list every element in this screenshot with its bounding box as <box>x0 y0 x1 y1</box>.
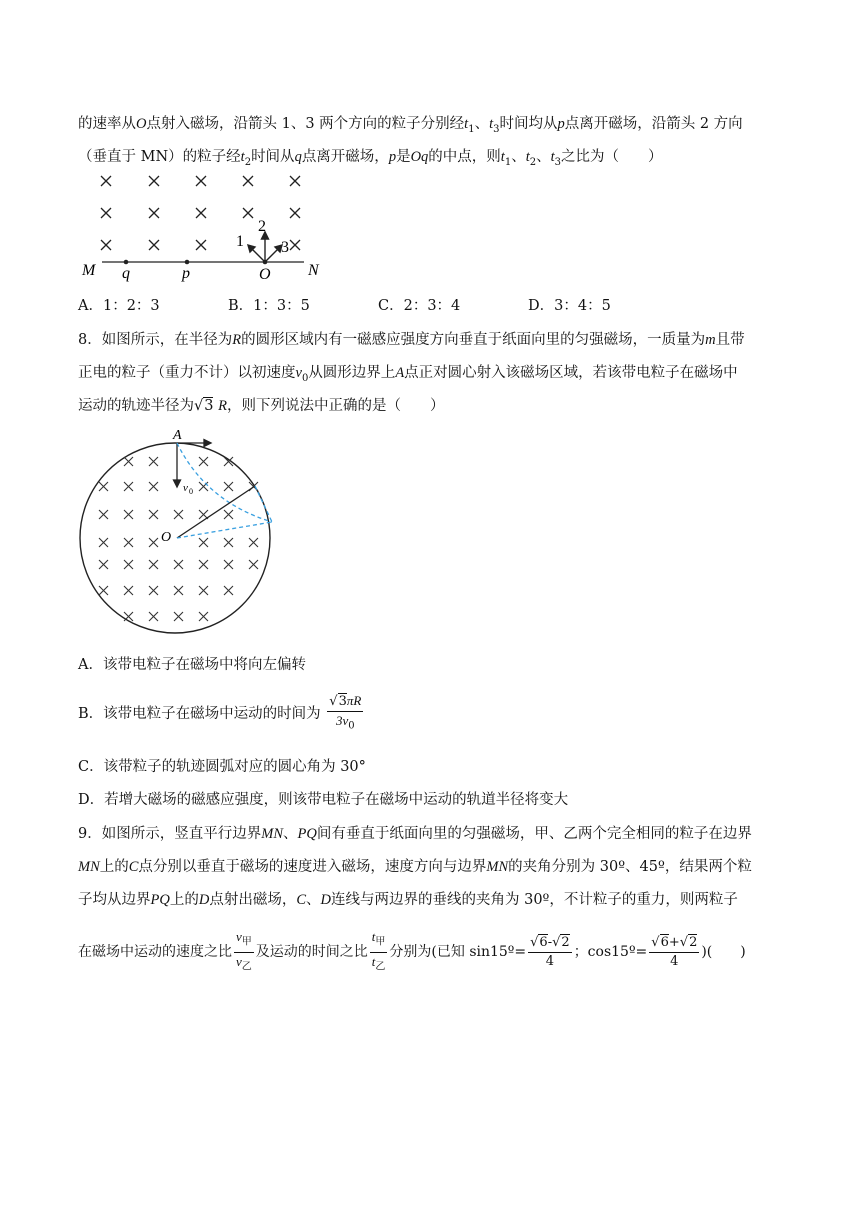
text: 、 <box>536 149 551 165</box>
q7-option-D: D．3：4：5 <box>528 298 611 314</box>
var-PQ: PQ <box>297 826 317 842</box>
q7-option-A: A．1：2：3 <box>78 298 160 314</box>
var-p: p <box>557 116 565 132</box>
var-D: D <box>198 892 210 908</box>
text: 的圆形区域内有一磁感应强度方向垂直于纸面向里的匀强磁场，一质量为 <box>241 332 706 348</box>
var-MN: MN <box>486 859 509 875</box>
field-cross-marks <box>101 176 300 250</box>
var-t3: t <box>489 116 494 132</box>
q8-option-D: D．若增大磁场的磁感应强度，则该带电粒子在磁场中运动的轨道半径将变大 <box>78 792 569 808</box>
text: ；cos15º= <box>573 944 648 961</box>
var-t1: t <box>464 116 469 132</box>
text: （垂直于 MN）的粒子经 <box>78 149 241 165</box>
var-R: R <box>232 332 242 348</box>
fraction-sin15: $\frac{√6-√2}{4}$ <box>530 934 570 969</box>
q7-line-2 <box>78 145 663 168</box>
text: 分别为(已知 sin15º= <box>389 944 527 961</box>
var-t3: t <box>550 149 555 165</box>
text: 点正对圆心射入该磁场区域，若该带电粒子在磁场中 <box>404 365 738 381</box>
sqrt-radicand: 3 <box>204 398 214 414</box>
subscript: 0 <box>348 720 355 732</box>
var-O: O <box>136 116 147 132</box>
q9-line-2 <box>78 855 752 876</box>
text: 在磁场中运动的速度之比 <box>78 944 232 961</box>
text: 、 <box>282 826 298 842</box>
q8-line-2 <box>78 361 738 384</box>
dashed-line-to-exit <box>177 522 272 538</box>
field-boundary-circle <box>80 443 270 633</box>
sqrt-symbol: √ <box>194 398 204 414</box>
subscript: 1 <box>468 123 475 135</box>
denominator: 4 <box>545 953 555 969</box>
label-p: p <box>182 265 190 282</box>
text: 连线与两边界的垂线的夹角为 30º，不计粒子的重力，则两粒子 <box>330 892 738 908</box>
label-A: A <box>173 428 182 443</box>
subscript: 2 <box>529 156 537 168</box>
sqrt-radicand: 6 <box>660 934 669 950</box>
sqrt-radicand: 6 <box>539 934 548 950</box>
q7-magnetic-field-figure <box>78 168 338 284</box>
fraction-cos15: $\frac{√6+√2}{4}$ <box>651 934 698 969</box>
subscript: 3 <box>493 123 500 135</box>
text: 是 <box>396 149 411 165</box>
text: 9．如图所示，竖直平行边界 <box>78 826 262 842</box>
text: 时间均从 <box>499 116 558 132</box>
point-p <box>185 260 190 265</box>
text: 上的 <box>99 859 129 875</box>
text: 正电的粒子（重力不计）以初速度 <box>78 365 296 381</box>
label-M: M <box>82 262 96 279</box>
var-v: v <box>236 929 242 944</box>
var-PQ: PQ <box>150 892 170 908</box>
fraction-velocity-ratio <box>234 928 254 976</box>
text: 点离开磁场，沿箭头 2 方向 <box>564 116 743 132</box>
subscript: 乙 <box>241 961 252 973</box>
q9-line-3 <box>78 888 738 909</box>
text: 运动的轨迹半径为 <box>78 398 194 414</box>
text: 之比为（ ） <box>561 149 663 165</box>
var-t2: t <box>240 149 245 165</box>
text: 从圆形边界上 <box>308 365 396 381</box>
label-O: O <box>259 266 271 283</box>
text: 子均从边界 <box>78 892 151 908</box>
text: 上的 <box>169 892 199 908</box>
operator: + <box>668 934 680 950</box>
subscript: 3 <box>554 156 562 168</box>
text: 、 <box>474 116 490 132</box>
label-N: N <box>308 262 319 279</box>
text: 的中点，则 <box>428 149 501 165</box>
var-q: q <box>294 149 302 165</box>
var-Oq: Oq <box>410 149 429 165</box>
var-t: t <box>371 953 376 969</box>
q8-option-C: C．该带粒子的轨迹圆弧对应的圆心角为 30° <box>78 759 366 775</box>
text: 、 <box>511 149 526 165</box>
var-m: m <box>705 332 716 348</box>
velocity-arrows <box>248 232 282 262</box>
fraction <box>327 692 363 736</box>
sqrt-symbol: √ <box>329 694 338 709</box>
text: )( ) <box>701 944 746 961</box>
var-D: D <box>320 892 331 908</box>
text: 、 <box>306 892 321 908</box>
denominator: 3v <box>335 713 349 728</box>
label-O: O <box>161 530 172 545</box>
var-MN: MN <box>78 859 100 875</box>
var-t: t <box>371 929 376 944</box>
velocity-arrow-v0 <box>174 443 181 487</box>
text: 的速率从 <box>78 116 136 132</box>
text: 时间从 <box>251 149 295 165</box>
subscript: 1 <box>504 156 512 168</box>
subscript: 甲 <box>241 936 252 948</box>
var-v0: v <box>295 365 302 381</box>
label-a2: 2 <box>258 218 266 235</box>
q8-option-B <box>78 692 365 736</box>
q8-line-3 <box>78 394 444 415</box>
q8-option-A: A．该带电粒子在磁场中将向左偏转 <box>78 657 306 673</box>
q7-option-B: B．1：3：5 <box>228 298 310 314</box>
var-C: C <box>296 892 306 908</box>
text: 的夹角分别为 30º、45º，结果两个粒 <box>508 859 752 875</box>
q9-line-1 <box>78 822 752 843</box>
text: ，则下列说法中正确的是（ ） <box>226 398 445 414</box>
var-C: C <box>128 859 139 875</box>
text: 点离开磁场， <box>301 149 389 165</box>
label-q: q <box>122 265 130 282</box>
subscript: 2 <box>244 156 252 168</box>
subscript: 乙 <box>375 961 386 973</box>
sqrt-radicand: 2 <box>689 934 698 950</box>
text: 点分别以垂直于磁场的速度进入磁场，速度方向与边界 <box>138 859 487 875</box>
var-A: A <box>395 365 405 381</box>
point-q <box>124 260 129 265</box>
text: 及运动的时间之比 <box>255 944 368 961</box>
operator: - <box>547 934 553 950</box>
denominator: 4 <box>670 953 679 969</box>
var-t1: t <box>500 149 505 165</box>
label-a3: 3 <box>281 239 289 256</box>
fraction-time-ratio <box>370 928 388 976</box>
subscript: 甲 <box>375 936 386 948</box>
text: 间有垂直于纸面向里的匀强磁场，甲、乙两个完全相同的粒子在边界 <box>316 826 752 842</box>
var-MN: MN <box>261 826 283 842</box>
sqrt-radicand: 2 <box>561 934 570 950</box>
text: B．该带电粒子在磁场中运动的时间为 <box>78 705 321 722</box>
var-v: v <box>236 953 242 969</box>
q7-option-C: C．2：3：4 <box>378 298 461 314</box>
q9-line-4 <box>78 928 746 976</box>
var-p: p <box>388 149 397 165</box>
label-a1: 1 <box>236 233 244 250</box>
label-v0: v <box>183 482 188 494</box>
label-v0-sub: 0 <box>189 487 193 496</box>
var-t2: t <box>525 149 530 165</box>
subscript: 0 <box>301 372 309 384</box>
text: 点射出磁场， <box>209 892 297 908</box>
var-R: R <box>218 398 227 414</box>
text: 8．如图所示，在半径为 <box>78 332 233 348</box>
sqrt-radicand: 3 <box>338 694 347 709</box>
q8-line-1 <box>78 328 745 349</box>
text: 点射入磁场，沿箭头 1、3 两个方向的粒子分别经 <box>146 116 465 132</box>
q7-line-1 <box>78 112 743 135</box>
q8-circular-field-figure <box>78 424 278 636</box>
text: 且带 <box>715 332 745 348</box>
numerator-rest: πR <box>346 693 362 708</box>
